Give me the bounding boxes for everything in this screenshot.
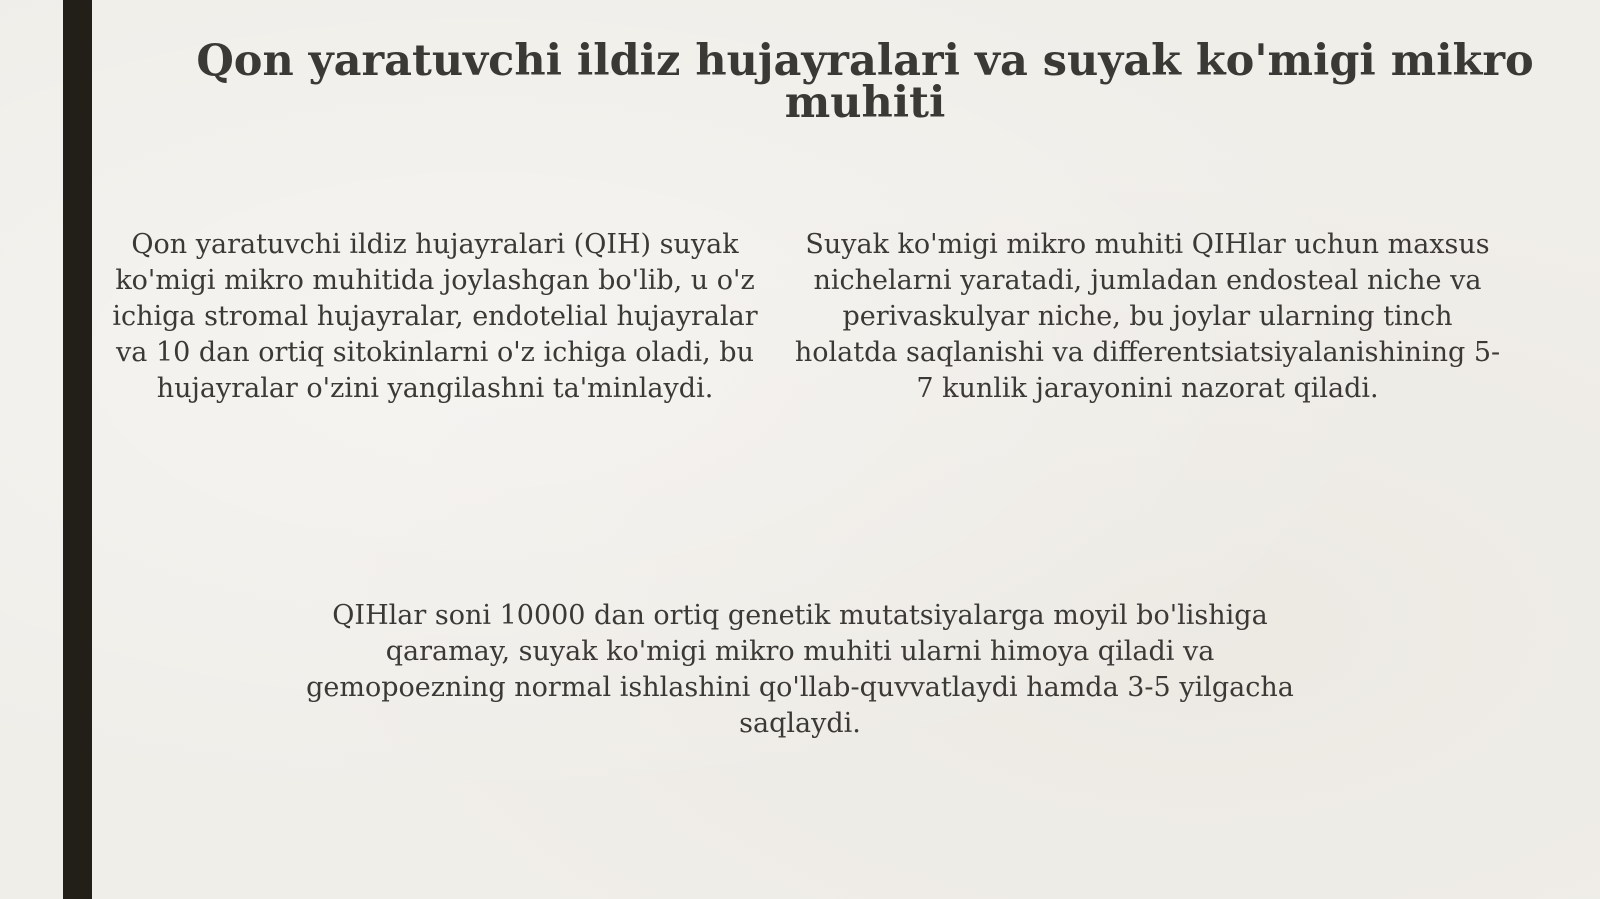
slide-title: Qon yaratuvchi ildiz hujayralari va suyak ko'migi mikro muhiti (196, 36, 1534, 128)
paragraph-bottom: QIHlar soni 10000 dan ortiq genetik mutatsiyalarga moyil bo'lishiga qaramay, suyak ko'migi mikro muhiti ularni himoya qiladi va gemopoezning normal ishlashini qo'llab-quvvatlaydi hamda 3-5 yilgacha saqlaydi. (306, 600, 1294, 739)
accent-bar (63, 0, 92, 899)
paragraph-right: Suyak ko'migi mikro muhiti QIHlar uchun maxsus nichelarni yaratadi, jumladan endosteal niche va perivaskulyar niche, bu joylar ularning tinch holatda saqlanishi va differentsiatsiyalanishining 5-7 kunlik jarayonini nazorat qiladi. (794, 229, 1501, 404)
paragraph-left: Qon yaratuvchi ildiz hujayralari (QIH) suyak ko'migi mikro muhitida joylashgan bo'lib, u o'z ichiga stromal hujayralar, endotelial hujayralar va 10 dan ortiq sitokinlarni o'z ichiga oladi, bu hujayralar o'zini yangilashni ta'minlaydi. (112, 229, 758, 404)
